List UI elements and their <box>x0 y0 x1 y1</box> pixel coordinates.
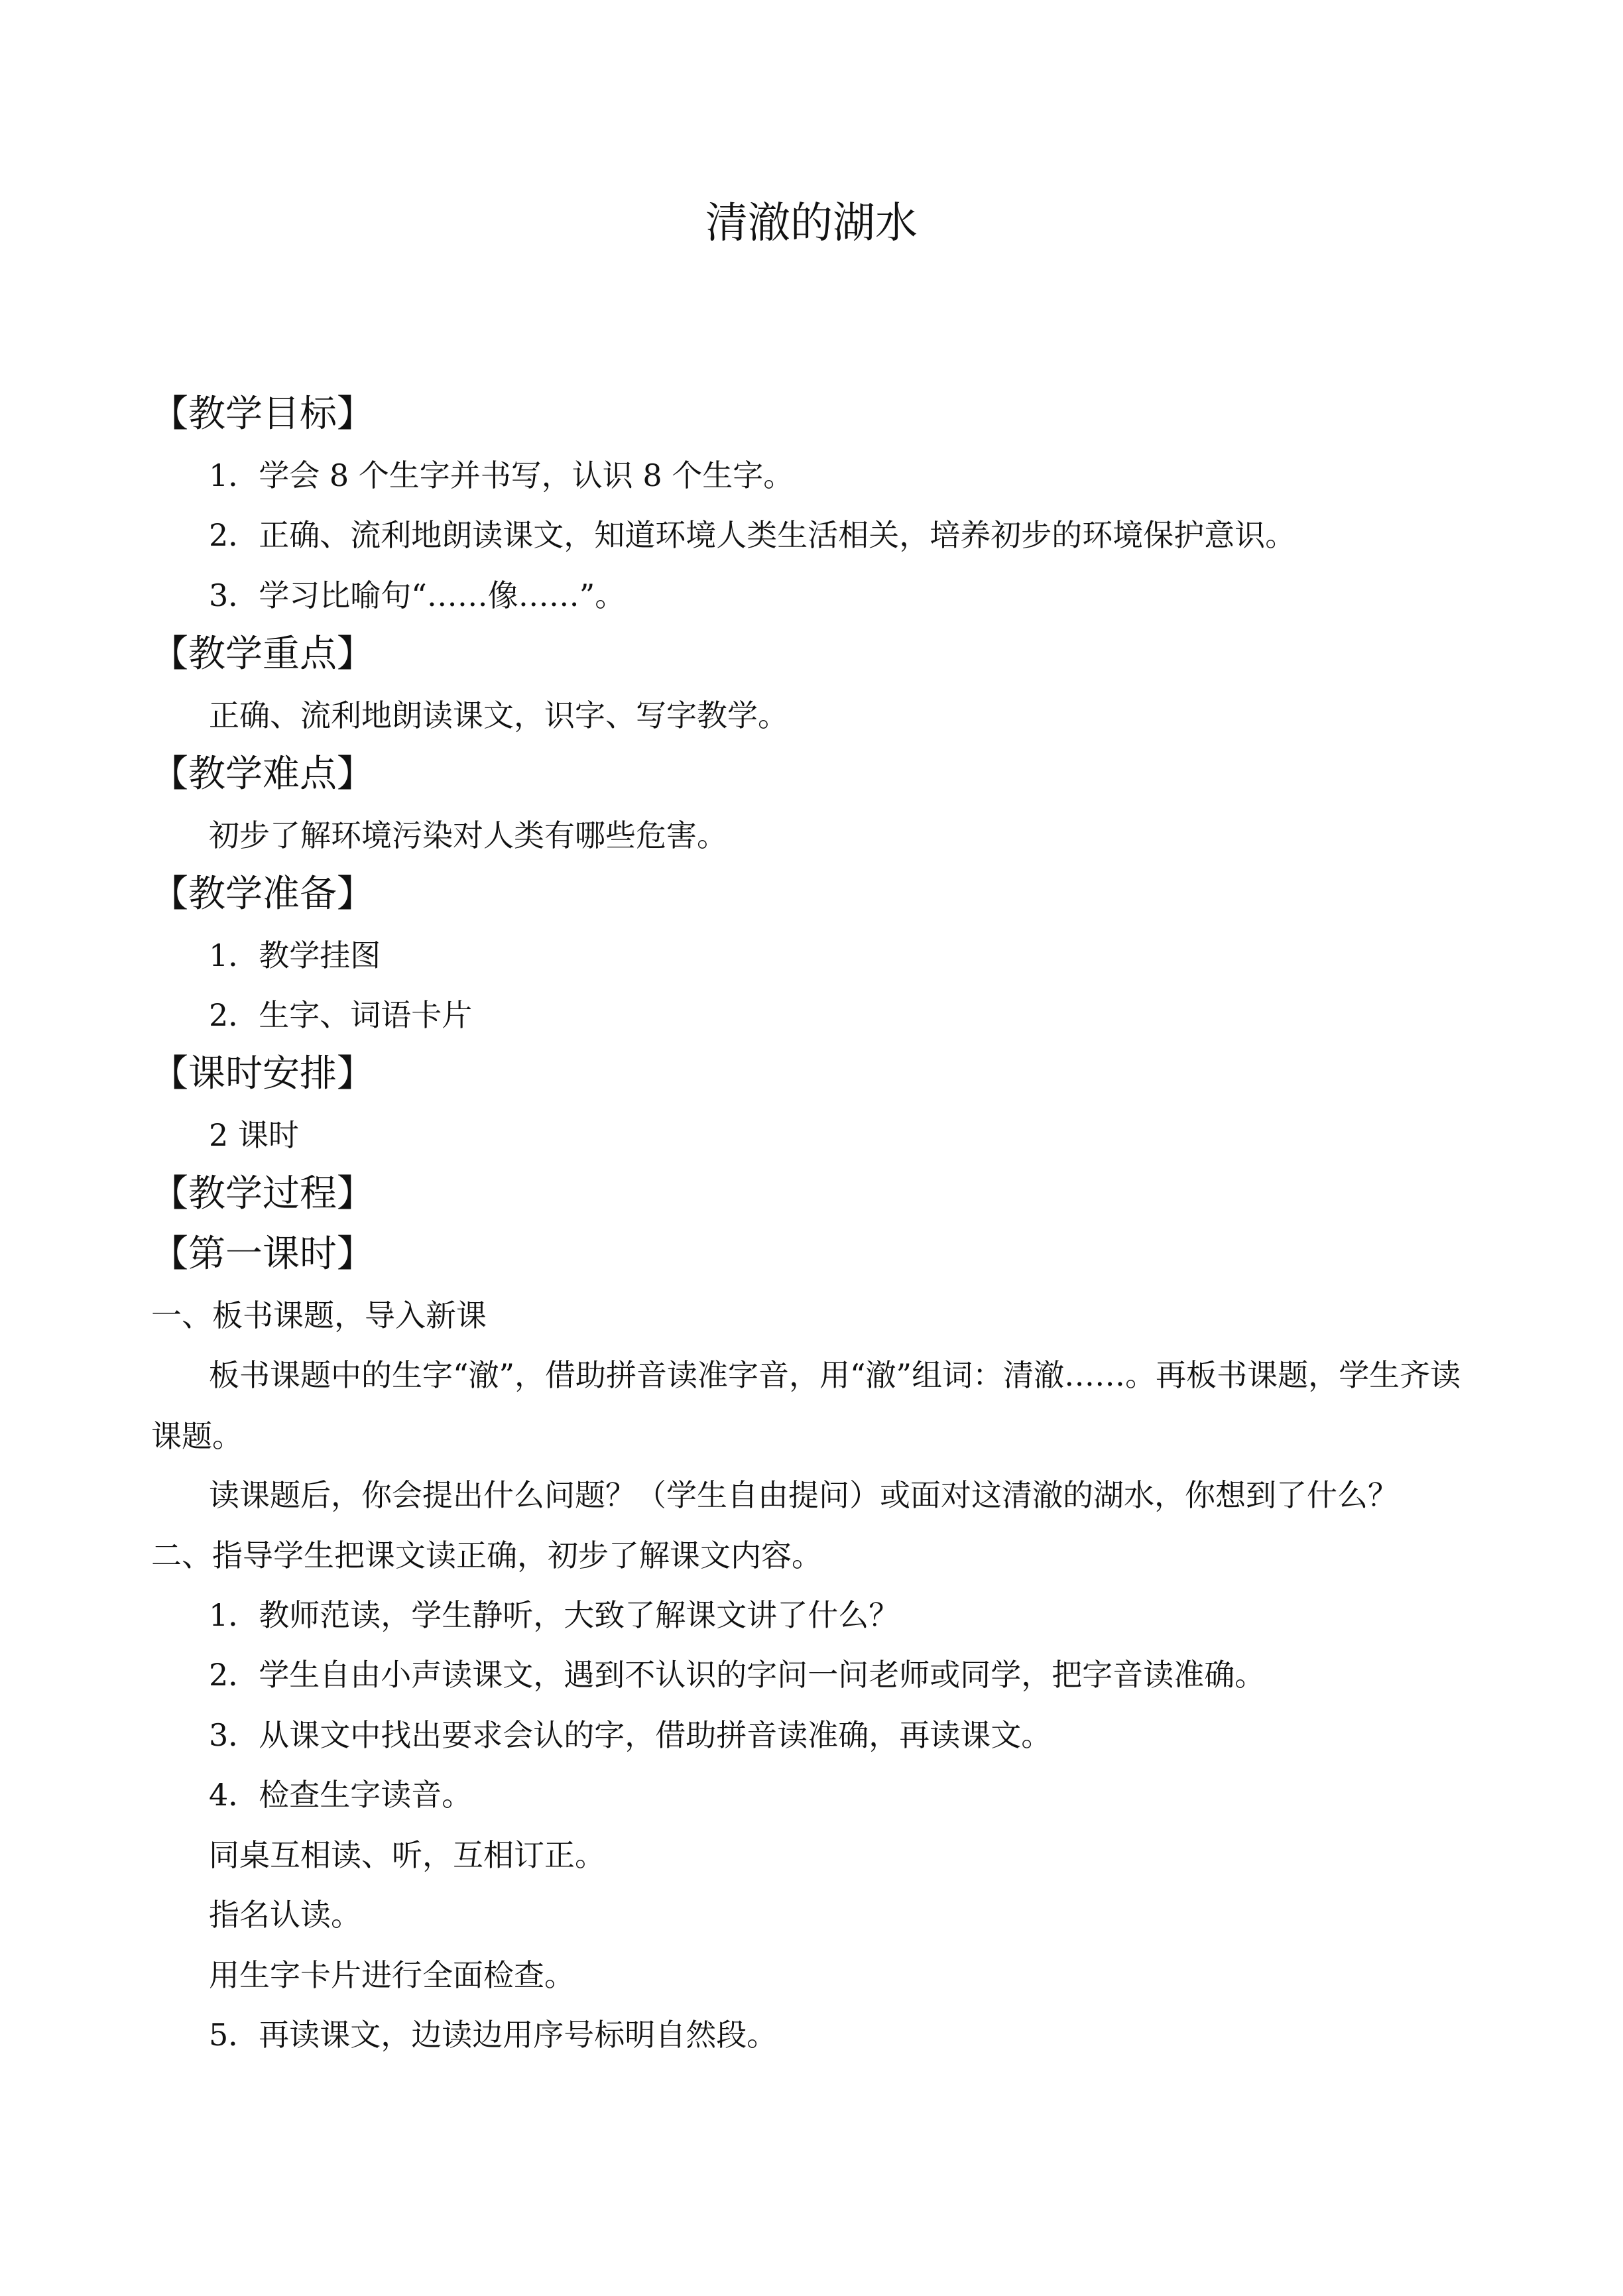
part1-paragraph-1: 板书课题中的生字“澈”，借助拼音读准字音，用“澈”组词：清澈……。再板书课题，学生齐读课题。 <box>151 1357 1461 1454</box>
goals-heading: 【教学目标】 <box>151 393 374 436</box>
part1-paragraph-2: 读课题后，你会提出什么问题？（学生自由提问）或面对这清澈的湖水，你想到了什么？ <box>209 1477 1398 1513</box>
part2-step-4: 4．检查生字读音。 <box>209 1777 473 1813</box>
key-points-heading: 【教学重点】 <box>151 633 374 676</box>
schedule-heading: 【课时安排】 <box>151 1052 374 1095</box>
process-heading: 【教学过程】 <box>151 1172 374 1215</box>
goal-item-3: 3．学习比喻句“……像……”。 <box>209 577 626 613</box>
part2-step-4c: 用生字卡片进行全面检查。 <box>209 1957 575 1993</box>
part2-heading: 二、指导学生把课文读正确，初步了解课文内容。 <box>151 1538 822 1573</box>
part2-step-4a: 同桌互相读、听，互相订正。 <box>209 1837 605 1873</box>
preparation-item-2: 2．生字、词语卡片 <box>209 997 473 1033</box>
part2-step-2: 2．学生自由小声读课文，遇到不认识的字问一问老师或同学，把字音读准确。 <box>209 1657 1266 1693</box>
difficulties-text: 初步了解环境污染对人类有哪些危害。 <box>209 817 727 853</box>
document-title: 清澈的湖水 <box>705 199 918 248</box>
goal-item-2: 2．正确、流利地朗读课文，知道环境人类生活相关，培养初步的环境保护意识。 <box>209 517 1296 553</box>
key-points-text: 正确、流利地朗读课文，识字、写字教学。 <box>209 697 788 733</box>
goal-item-1: 1．学会 8 个生字并书写，认识 8 个生字。 <box>209 457 794 493</box>
preparation-heading: 【教学准备】 <box>151 873 374 916</box>
part2-step-1: 1．教师范读，学生静听，大致了解课文讲了什么？ <box>209 1597 900 1633</box>
part2-step-5: 5．再读课文，边读边用序号标明自然段。 <box>209 2017 778 2053</box>
difficulties-heading: 【教学难点】 <box>151 753 374 796</box>
part2-step-4b: 指名认读。 <box>209 1897 361 1933</box>
preparation-item-1: 1．教学挂图 <box>209 937 381 973</box>
part2-step-3: 3．从课文中找出要求会认的字，借助拼音读准确，再读课文。 <box>209 1717 1052 1753</box>
first-lesson-heading: 【第一课时】 <box>151 1233 374 1276</box>
schedule-text: 2 课时 <box>209 1117 299 1153</box>
part1-heading: 一、板书课题，导入新课 <box>151 1298 487 1333</box>
